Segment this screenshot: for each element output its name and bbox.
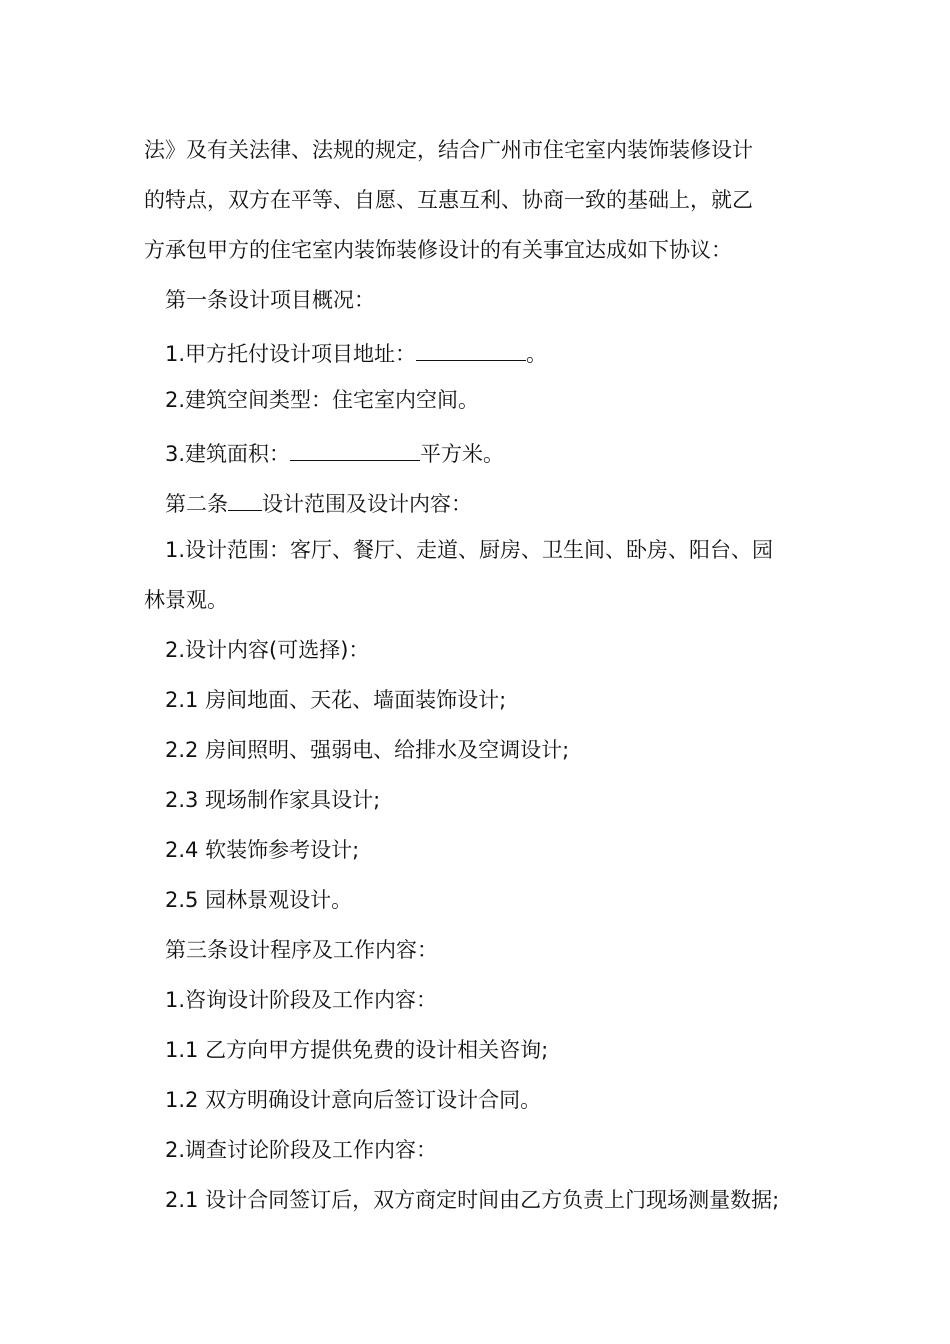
paragraph-line: 法》及有关法律、法规的规定，结合广州市住宅室内装饰装修设计 (144, 138, 753, 162)
area-label: 3.建筑面积： (165, 442, 291, 466)
area-unit: 平方米。 (420, 442, 505, 466)
list-item: 2.5 园林景观设计。 (165, 888, 353, 912)
address-line (165, 340, 547, 365)
list-item: 2.2 房间照明、强弱电、给排水及空调设计; (165, 738, 570, 762)
address-blank (416, 340, 526, 361)
article-number: 第二条 (165, 492, 228, 516)
list-item: 1.咨询设计阶段及工作内容： (165, 988, 438, 1012)
list-item: 2.4 软装饰参考设计; (165, 838, 360, 862)
list-item: 2.调查讨论阶段及工作内容： (165, 1138, 438, 1162)
article-title: 设计范围及设计内容： (262, 492, 472, 516)
area-blank (290, 440, 420, 461)
list-item: 2.3 现场制作家具设计; (165, 788, 381, 812)
list-item: 1.1 乙方向甲方提供免费的设计相关咨询; (165, 1038, 549, 1062)
list-item: 2.1 设计合同签订后，双方商定时间由乙方负责上门现场测量数据; (165, 1188, 780, 1212)
list-item: 2.设计内容(可选择)： (165, 638, 370, 662)
paragraph-line: 方承包甲方的住宅室内装饰装修设计的有关事宜达成如下协议： (144, 238, 732, 262)
list-item: 2.1 房间地面、天花、墙面装饰设计; (165, 688, 507, 712)
address-label: 1.甲方托付设计项目地址： (165, 342, 417, 366)
article-blank (228, 490, 262, 511)
article-heading (165, 490, 472, 515)
address-end: 。 (526, 342, 548, 366)
area-line (165, 440, 504, 465)
article-heading: 第三条设计程序及工作内容： (165, 938, 438, 962)
paragraph-line: 的特点，双方在平等、自愿、互惠互利、协商一致的基础上，就乙 (144, 188, 753, 212)
list-item: 2.建筑空间类型：住宅室内空间。 (165, 388, 480, 412)
list-item: 1.2 双方明确设计意向后签订设计合同。 (165, 1088, 542, 1112)
article-heading: 第一条设计项目概况： (165, 288, 375, 312)
paragraph-line: 林景观。 (144, 588, 228, 612)
list-item: 1.设计范围：客厅、餐厅、走道、厨房、卫生间、卧房、阳台、园 (165, 538, 774, 562)
